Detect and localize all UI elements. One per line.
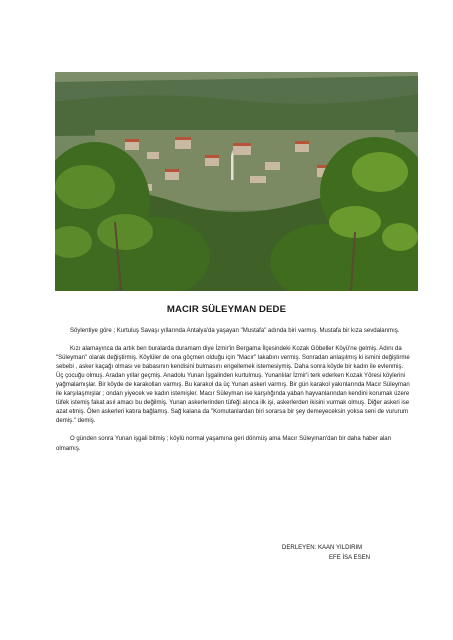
compiler-line-2: EFE İSA ESEN bbox=[329, 554, 370, 561]
signature-block bbox=[282, 544, 412, 563]
paragraph: Söylentiye göre ; Kurtuluş Savaşı yıllarında Antalya'da yaşayan "Mustafa" adında biri varmış. Mustafa bir kıza sevdalanmış. bbox=[70, 328, 400, 334]
paragraph: Kızı alamayınca da artık ben buralarda duramam diye İzmir'in Bergama İlçesindeki Kozak Göbeller Köyü'ne gelmiş. Adını da "Süleyman" olarak değiştirmiş. Köylüler de ona göçmen olduğu için "Macır" lakabını vermiş. Sonradan anlaşılmış ki ismini değiştirme sebebi , asker kaçağı olması ve babasının kendisini bulmasını engellemek istemesiymiş. Daha sonra köyde bir kadın ile evlenmiş. Üç çocuğu olmuş. Aradan yıllar geçmiş. Anadolu Yunan İşgalinden kurtulmuş. Yunanlılar İzmir'i terk ederken Kozak Yöresi köylerini yağmalamışlar. Bir köyde de karakolları varmış. Bu karakol da üç Yunan askeri varmış. Bir gün karakol yakınlarında Macır Süleyman ile karşılaşmışlar ; ondan yiyecek ve kadın istemişler. Macır Süleyman ise karşılığında yaban hayvanlarından kendini korumak üzere tüfek istemiş fakat asıl amacı bu değilmiş. Yunan askerlerinden tüfeği alınca ilk işi, askerlerden ikisini vurmak olmuş. Diğer askeri ise azat etmiş. Ölen askerleri katıra bağlamış. Sağ kalana da "Komutanlardan biri sorarsa bir şey demeyeceksin yoksa seni de vururum demiş." demiş. bbox=[56, 346, 410, 425]
story-body bbox=[56, 327, 412, 463]
village-landscape-photo bbox=[55, 72, 418, 291]
document-title: MACIR SÜLEYMAN DEDE bbox=[166, 304, 287, 315]
paragraph: O günden sonra Yunan işgali bitmiş ; köylü normal yaşamına geri dönmüş ama Macır Süleyman'dan bir daha haber alan olmamış. bbox=[56, 436, 392, 452]
compiler-line: DERLEYEN: KAAN YILDIRIM bbox=[282, 545, 363, 551]
landscape-illustration bbox=[55, 72, 418, 291]
